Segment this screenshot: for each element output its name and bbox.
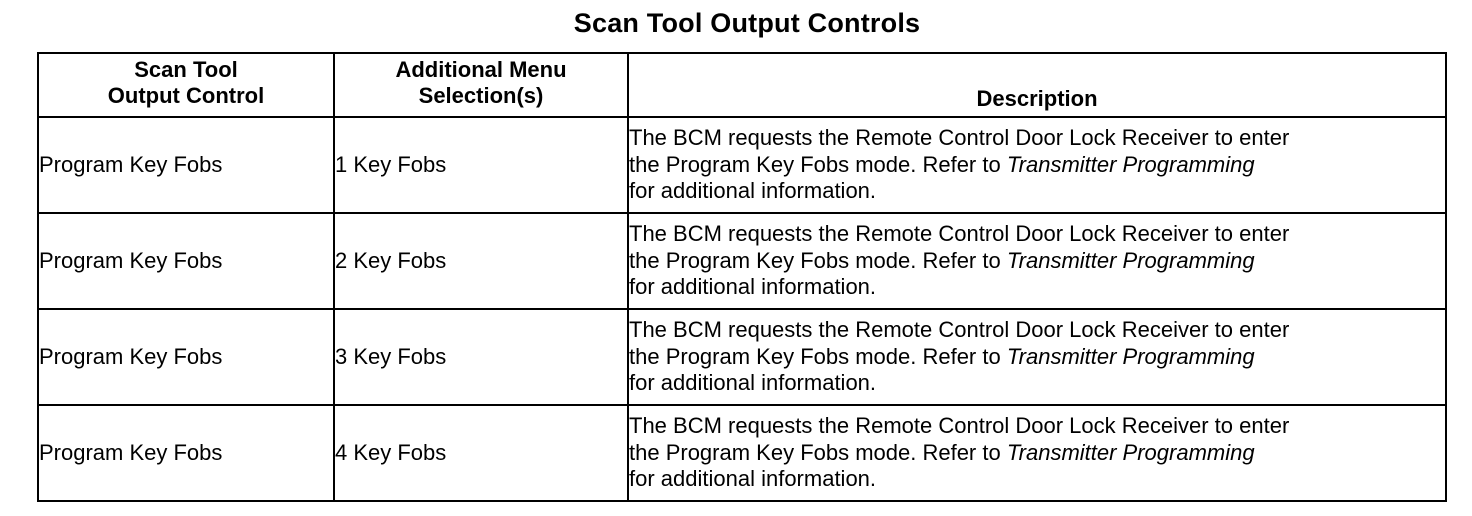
description-line: for additional information. bbox=[629, 274, 877, 300]
procedure-reference: Transmitter Programming bbox=[1006, 247, 1255, 273]
description-text: the Program Key Fobs mode. Refer to bbox=[629, 439, 1007, 465]
description-line: The BCM requests the Remote Control Door Lock Receiver to enter bbox=[629, 221, 1290, 247]
description-line: for additional information. bbox=[629, 370, 877, 396]
header-menu-selections-line2: Selection(s) bbox=[418, 83, 544, 108]
header-output-control-line2: Output Control bbox=[107, 83, 265, 108]
table-row bbox=[38, 405, 1446, 501]
cell-menu-selection: 2 Key Fobs bbox=[334, 213, 628, 309]
header-output-control bbox=[38, 53, 334, 117]
cell-description bbox=[628, 213, 1446, 309]
table-header-row bbox=[38, 53, 1446, 117]
page-title: Scan Tool Output Controls bbox=[573, 8, 921, 38]
table-row bbox=[38, 213, 1446, 309]
description-line bbox=[629, 344, 1445, 371]
table-row bbox=[38, 309, 1446, 405]
description-line bbox=[629, 152, 1445, 179]
procedure-reference: Transmitter Programming bbox=[1006, 151, 1255, 177]
cell-description bbox=[628, 309, 1446, 405]
description-text: the Program Key Fobs mode. Refer to bbox=[629, 343, 1007, 369]
header-menu-selections-line1: Additional Menu bbox=[395, 57, 567, 82]
procedure-reference: Transmitter Programming bbox=[1006, 439, 1255, 465]
cell-description bbox=[628, 405, 1446, 501]
description-line: for additional information. bbox=[629, 178, 877, 204]
cell-menu-selection: 3 Key Fobs bbox=[334, 309, 628, 405]
cell-output-control: Program Key Fobs bbox=[38, 405, 334, 501]
header-menu-selections bbox=[334, 53, 628, 117]
description-line: The BCM requests the Remote Control Door Lock Receiver to enter bbox=[629, 317, 1290, 343]
cell-menu-selection: 4 Key Fobs bbox=[334, 405, 628, 501]
cell-description bbox=[628, 117, 1446, 213]
description-text: the Program Key Fobs mode. Refer to bbox=[629, 151, 1007, 177]
description-line bbox=[629, 248, 1445, 275]
cell-output-control: Program Key Fobs bbox=[38, 309, 334, 405]
output-controls-table bbox=[37, 52, 1447, 502]
procedure-reference: Transmitter Programming bbox=[1006, 343, 1255, 369]
description-line: for additional information. bbox=[629, 466, 877, 492]
description-line: The BCM requests the Remote Control Door Lock Receiver to enter bbox=[629, 413, 1290, 439]
cell-menu-selection: 1 Key Fobs bbox=[334, 117, 628, 213]
cell-output-control: Program Key Fobs bbox=[38, 117, 334, 213]
table-row bbox=[38, 117, 1446, 213]
description-line: The BCM requests the Remote Control Door Lock Receiver to enter bbox=[629, 125, 1290, 151]
description-line bbox=[629, 440, 1445, 467]
header-description: Description bbox=[628, 53, 1446, 117]
header-output-control-line1: Scan Tool bbox=[134, 57, 238, 82]
description-text: the Program Key Fobs mode. Refer to bbox=[629, 247, 1007, 273]
cell-output-control: Program Key Fobs bbox=[38, 213, 334, 309]
